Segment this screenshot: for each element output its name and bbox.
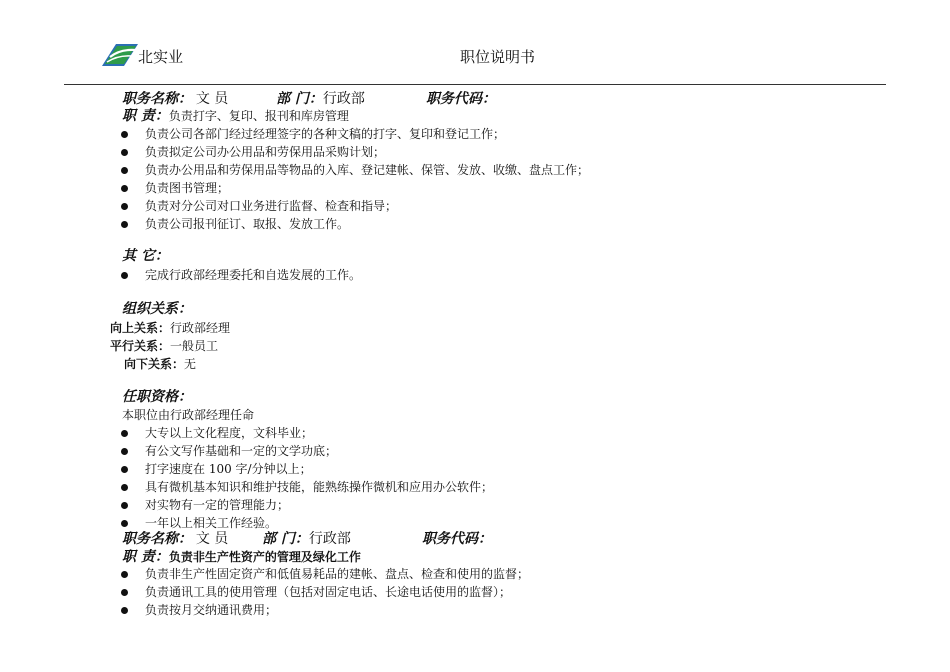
bullet-icon (121, 131, 128, 138)
job2-code: 职务代码： (422, 531, 492, 547)
dept-label: 部 门 (276, 91, 309, 107)
list-item: 大专以上文化程度，文科毕业； (145, 426, 314, 440)
list-item: 具有微机基本知识和维护技能，能熟练操作微机和应用办公软件； (145, 480, 494, 494)
job1-duty-row: 职 责：负责打字、复印、报刊和库房管理 (122, 108, 349, 124)
bullet-icon (121, 221, 128, 228)
org-up: 向上关系：行政部经理 (110, 321, 231, 335)
job2-title-row: 职务名称： 文 员 (122, 531, 229, 547)
qual-intro: 本职位由行政部经理任命 (122, 408, 255, 422)
bullet-icon (121, 167, 128, 174)
bullet-icon (121, 520, 128, 527)
list-item: 负责图书管理； (145, 181, 230, 195)
bullet-icon (121, 502, 128, 509)
page-header (0, 0, 950, 86)
bullet-icon (121, 466, 128, 473)
bullet-icon (121, 589, 128, 596)
list-item: 负责公司各部门经过经理签字的各种文稿的打字、复印和登记工作； (145, 127, 506, 141)
bullet-icon (121, 149, 128, 156)
bullet-icon (121, 272, 128, 279)
dept-value: 行政部 (322, 91, 365, 107)
bullet-icon (121, 571, 128, 578)
duty-label: 职 责 (122, 108, 155, 124)
job-code-label: 职务代码 (426, 91, 482, 107)
company-logo (102, 44, 138, 66)
bullet-icon (121, 607, 128, 614)
job1-code: 职务代码： (426, 91, 496, 107)
qual-heading: 任职资格： (122, 389, 192, 405)
list-item: 完成行政部经理委托和自选发展的工作。 (145, 268, 362, 282)
job2-dept: 部 门：行政部 (262, 531, 351, 547)
list-item: 对实物有一定的管理能力； (145, 498, 290, 512)
org-down: 向下关系：无 (124, 357, 197, 371)
org-heading: 组织关系： (122, 301, 192, 317)
list-item: 负责拟定公司办公用品和劳保用品采购计划； (145, 145, 386, 159)
list-item: 负责按月交纳通讯费用； (145, 603, 278, 617)
list-item: 负责对分公司对口业务进行监督、检查和指导； (145, 199, 398, 213)
job-name-value: 文 员 (195, 91, 229, 107)
other-heading: 其 它： (122, 248, 169, 264)
job1-dept: 部 门：行政部 (276, 91, 365, 107)
list-item: 打字速度在 100 字/分钟以上； (145, 462, 312, 476)
bullet-icon (121, 484, 128, 491)
list-item: 负责非生产性固定资产和低值易耗品的建帐、盘点、检查和使用的监督； (145, 567, 530, 581)
document-title: 职位说明书 (460, 48, 536, 66)
job2-duty-row: 职 责：负责非生产性资产的管理及绿化工作 (122, 549, 361, 565)
bullet-icon (121, 430, 128, 437)
duty-summary: 负责打字、复印、报刊和库房管理 (168, 109, 349, 123)
job1-title-row: 职务名称： 文 员 (122, 91, 229, 107)
list-item: 负责公司报刊征订、取报、发放工作。 (145, 217, 350, 231)
job-name-label: 职务名称 (122, 91, 178, 107)
bullet-icon (121, 185, 128, 192)
list-item: 负责通讯工具的使用管理（包括对固定电话、长途电话使用的监督）； (145, 585, 512, 599)
list-item: 负责办公用品和劳保用品等物品的入库、登记建帐、保管、发放、收缴、盘点工作； (145, 163, 590, 177)
list-item: 有公文写作基础和一定的文学功底； (145, 444, 338, 458)
header-divider (64, 84, 886, 85)
org-peer: 平行关系：一般员工 (110, 339, 219, 353)
bullet-icon (121, 448, 128, 455)
list-item: 一年以上相关工作经验。 (145, 516, 278, 530)
bullet-icon (121, 203, 128, 210)
company-name: 北实业 (138, 48, 184, 66)
